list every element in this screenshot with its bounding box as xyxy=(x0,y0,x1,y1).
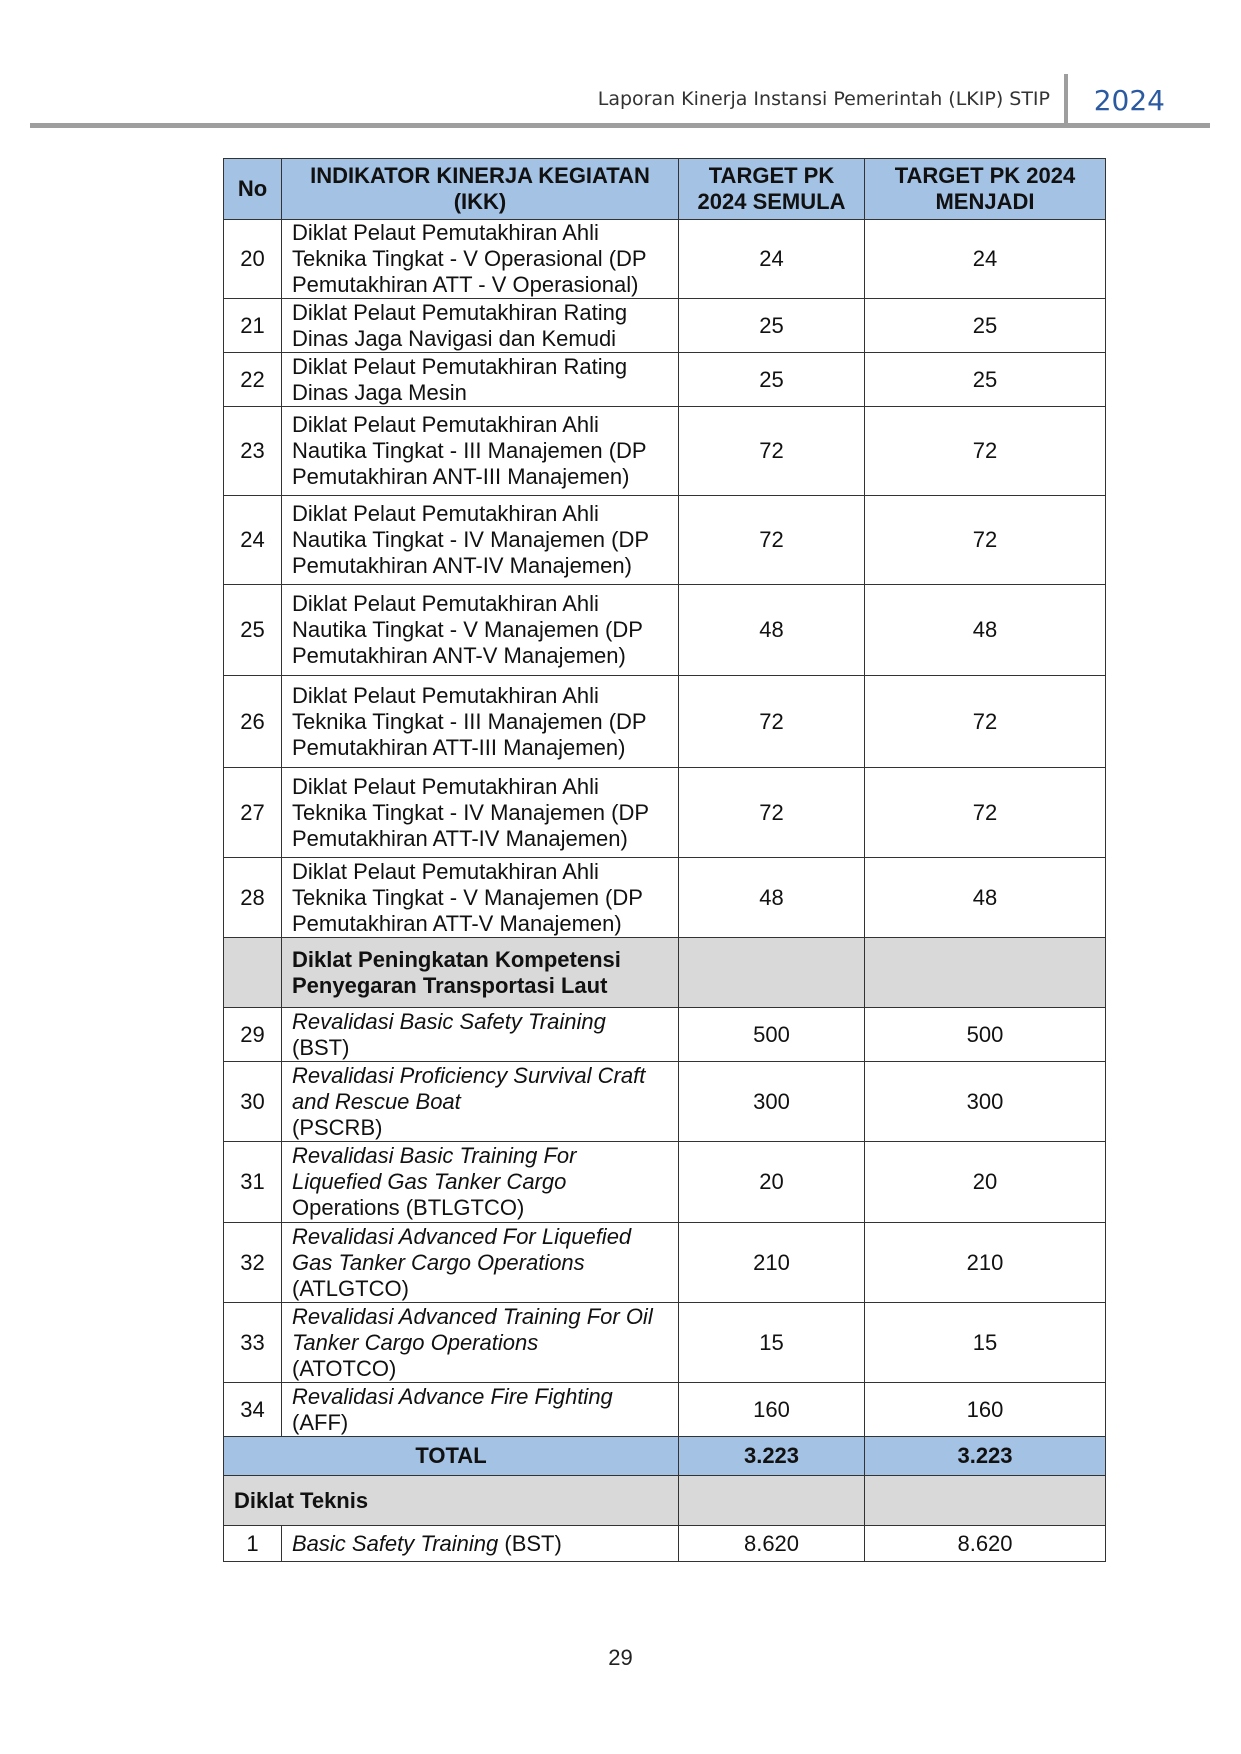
table-row xyxy=(224,1062,1106,1142)
row-no: 31 xyxy=(224,1142,282,1223)
row-indicator xyxy=(282,1008,679,1062)
row-target-menjadi: 72 xyxy=(865,676,1106,768)
column-header-target-menjadi: TARGET PK 2024 MENJADI xyxy=(865,159,1106,220)
table-row xyxy=(224,1142,1106,1223)
table-row xyxy=(224,407,1106,496)
table-row xyxy=(224,585,1106,676)
row-target-menjadi: 25 xyxy=(865,299,1106,353)
row-indicator xyxy=(282,1062,679,1142)
table-row xyxy=(224,1526,1106,1562)
row-indicator-text: Revalidasi Advanced Training For Oil Tanker Cargo Operations xyxy=(292,1303,653,1355)
table-row xyxy=(224,353,1106,407)
section-row xyxy=(224,938,1106,1008)
section-title: Diklat Teknis xyxy=(224,1476,679,1526)
page-number: 29 xyxy=(608,1645,633,1670)
row-target-semula: 48 xyxy=(679,858,865,938)
row-target-semula: 500 xyxy=(679,1008,865,1062)
row-target-menjadi: 48 xyxy=(865,858,1106,938)
table-row xyxy=(224,496,1106,585)
row-indicator-abbr: (BST) xyxy=(504,1530,562,1556)
column-header-no: No xyxy=(224,159,282,220)
row-no: 29 xyxy=(224,1008,282,1062)
row-indicator-text: Basic Safety Training xyxy=(292,1530,499,1556)
section-no-cell xyxy=(224,938,282,1008)
row-target-semula: 72 xyxy=(679,496,865,585)
table-row xyxy=(224,858,1106,938)
row-target-semula: 15 xyxy=(679,1303,865,1383)
section-empty-cell xyxy=(679,1476,865,1526)
row-target-semula: 72 xyxy=(679,768,865,858)
row-no: 25 xyxy=(224,585,282,676)
row-indicator: Diklat Pelaut Pemutakhiran Ahli Teknika Tingkat - IV Manajemen (DP Pemutakhiran ATT-IV Manajemen) xyxy=(282,768,679,858)
row-indicator xyxy=(282,1223,679,1303)
report-title: Laporan Kinerja Instansi Pemerintah (LKIP) STIP xyxy=(597,88,1050,110)
row-no: 32 xyxy=(224,1223,282,1303)
row-target-menjadi: 72 xyxy=(865,496,1106,585)
row-no: 23 xyxy=(224,407,282,496)
row-target-menjadi: 15 xyxy=(865,1303,1106,1383)
table-row xyxy=(224,1223,1106,1303)
section-empty-cell xyxy=(865,938,1106,1008)
row-no: 30 xyxy=(224,1062,282,1142)
column-header-target-semula: TARGET PK 2024 SEMULA xyxy=(679,159,865,220)
page-header xyxy=(30,70,1210,128)
row-indicator-abbr: (PSCRB) xyxy=(292,1114,383,1140)
row-indicator: Diklat Pelaut Pemutakhiran Rating Dinas Jaga Navigasi dan Kemudi xyxy=(282,299,679,353)
row-indicator-text: Revalidasi Advanced For Liquefied Gas Tanker Cargo Operations xyxy=(292,1223,632,1275)
column-header-ikk: INDIKATOR KINERJA KEGIATAN (IKK) xyxy=(282,159,679,220)
row-indicator xyxy=(282,1142,679,1223)
row-indicator-abbr: Operations (BTLGTCO) xyxy=(292,1195,525,1220)
table-row xyxy=(224,768,1106,858)
row-target-semula: 8.620 xyxy=(679,1526,865,1562)
row-indicator-abbr: (ATLGTCO) xyxy=(292,1275,409,1301)
row-target-semula: 72 xyxy=(679,676,865,768)
table-header-row xyxy=(224,159,1106,220)
table-row xyxy=(224,1383,1106,1437)
row-target-semula: 24 xyxy=(679,220,865,299)
section-empty-cell xyxy=(679,938,865,1008)
row-indicator: Diklat Pelaut Pemutakhiran Ahli Teknika Tingkat - V Operasional (DP Pemutakhiran ATT - V Operasional) xyxy=(282,220,679,299)
row-target-menjadi: 72 xyxy=(865,768,1106,858)
row-no: 1 xyxy=(224,1526,282,1562)
section-title: Diklat Peningkatan Kompetensi Penyegaran Transportasi Laut xyxy=(282,938,679,1008)
total-target-semula: 3.223 xyxy=(679,1437,865,1476)
row-indicator-abbr: (BST) xyxy=(292,1034,350,1060)
row-target-menjadi: 300 xyxy=(865,1062,1106,1142)
total-row xyxy=(224,1437,1106,1476)
row-no: 33 xyxy=(224,1303,282,1383)
table-row xyxy=(224,220,1106,299)
row-indicator: Diklat Pelaut Pemutakhiran Ahli Nautika Tingkat - V Manajemen (DP Pemutakhiran ANT-V Manajemen) xyxy=(282,585,679,676)
row-indicator: Diklat Pelaut Pemutakhiran Ahli Nautika Tingkat - IV Manajemen (DP Pemutakhiran ANT-IV Manajemen) xyxy=(282,496,679,585)
row-target-menjadi: 72 xyxy=(865,407,1106,496)
table-row xyxy=(224,1303,1106,1383)
row-target-menjadi: 500 xyxy=(865,1008,1106,1062)
row-indicator: Diklat Pelaut Pemutakhiran Ahli Nautika Tingkat - III Manajemen (DP Pemutakhiran ANT-III Manajemen) xyxy=(282,407,679,496)
row-target-semula: 72 xyxy=(679,407,865,496)
row-no: 27 xyxy=(224,768,282,858)
row-target-menjadi: 160 xyxy=(865,1383,1106,1437)
ikk-table xyxy=(223,158,1106,1562)
header-rule xyxy=(30,123,1210,128)
row-indicator-abbr: (AFF) xyxy=(292,1409,349,1435)
row-no: 22 xyxy=(224,353,282,407)
row-target-menjadi: 24 xyxy=(865,220,1106,299)
total-target-menjadi: 3.223 xyxy=(865,1437,1106,1476)
row-target-semula: 48 xyxy=(679,585,865,676)
row-indicator-abbr: (ATOTCO) xyxy=(292,1355,397,1381)
row-target-semula: 210 xyxy=(679,1223,865,1303)
row-target-semula: 25 xyxy=(679,299,865,353)
row-indicator: Diklat Pelaut Pemutakhiran Ahli Teknika Tingkat - V Manajemen (DP Pemutakhiran ATT-V Manajemen) xyxy=(282,858,679,938)
row-target-menjadi: 48 xyxy=(865,585,1106,676)
row-target-menjadi: 210 xyxy=(865,1223,1106,1303)
row-indicator xyxy=(282,1303,679,1383)
report-year: 2024 xyxy=(1093,84,1165,117)
header-separator xyxy=(1064,74,1068,126)
section-empty-cell xyxy=(865,1476,1106,1526)
row-target-semula: 160 xyxy=(679,1383,865,1437)
row-target-semula: 20 xyxy=(679,1142,865,1223)
row-target-menjadi: 20 xyxy=(865,1142,1106,1223)
row-target-menjadi: 25 xyxy=(865,353,1106,407)
row-indicator-text: Revalidasi Basic Safety Training xyxy=(292,1008,606,1034)
row-indicator: Diklat Pelaut Pemutakhiran Rating Dinas Jaga Mesin xyxy=(282,353,679,407)
row-indicator xyxy=(282,1383,679,1437)
row-target-menjadi: 8.620 xyxy=(865,1526,1106,1562)
row-indicator-text: Revalidasi Basic Training For Liquefied Gas Tanker Cargo xyxy=(292,1143,577,1194)
row-target-semula: 25 xyxy=(679,353,865,407)
total-label: TOTAL xyxy=(224,1437,679,1476)
table-row xyxy=(224,1008,1106,1062)
table-row xyxy=(224,676,1106,768)
row-indicator xyxy=(282,1526,679,1562)
row-no: 20 xyxy=(224,220,282,299)
row-no: 34 xyxy=(224,1383,282,1437)
row-indicator: Diklat Pelaut Pemutakhiran Ahli Teknika Tingkat - III Manajemen (DP Pemutakhiran ATT-III Manajemen) xyxy=(282,676,679,768)
row-no: 26 xyxy=(224,676,282,768)
row-indicator-text: Revalidasi Proficiency Survival Craft and Rescue Boat xyxy=(292,1062,646,1114)
row-no: 28 xyxy=(224,858,282,938)
row-no: 24 xyxy=(224,496,282,585)
row-target-semula: 300 xyxy=(679,1062,865,1142)
table-row xyxy=(224,299,1106,353)
row-indicator-text: Revalidasi Advance Fire Fighting xyxy=(292,1383,613,1409)
section-row xyxy=(224,1476,1106,1526)
row-no: 21 xyxy=(224,299,282,353)
